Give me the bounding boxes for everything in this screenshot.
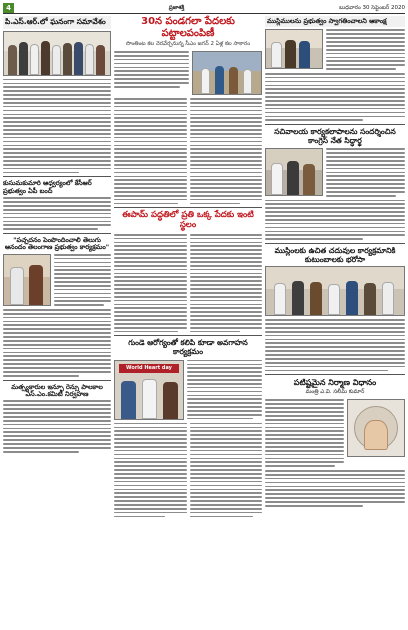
page-number: 4 xyxy=(3,3,14,13)
story2-right-headline: సచివాలయ కార్యకలాపాలను సందర్శించిన కాంగ్రెస్ నేత సిద్ధార్థ xyxy=(274,127,396,145)
story3-headline: "పచ్చదనం పెంపొందించాలి తెలుగు ఆనందం తెలంగాణ ప్రభుత్వం కార్యక్రమం" xyxy=(4,235,110,252)
story3-mid-body-c xyxy=(190,423,263,518)
story3-right-body xyxy=(265,319,405,371)
story4-right-byline: మంత్రి ఎ.వి. సలీమ్ కుమార్ xyxy=(305,389,365,396)
story4-right-headline: పటిష్టమైన నిర్మాణ విధానం xyxy=(293,378,377,388)
lead-subhead: సొంతింట కల నెరవేర్చనున్న సీఎం జగన్ 2 ఏళ్ల కల సాకారం xyxy=(125,41,250,47)
story3-right-photo xyxy=(265,266,405,316)
story2-body xyxy=(3,197,111,230)
story1-right-headline: ముస్లిములను ప్రభుత్వం స్వాగతించాలని ఆకాంక్ష xyxy=(265,16,405,27)
story3-mid-body-a xyxy=(187,360,262,420)
story2-mid-body-a xyxy=(114,234,187,333)
story4-right-body-b xyxy=(265,470,405,507)
story3-body-b xyxy=(3,309,111,377)
world-heart-day-banner: World Heart day xyxy=(119,364,179,373)
story3-body-a xyxy=(54,254,111,306)
issue-date: బుధవారం 30 సెప్టెంబర్ 2020 xyxy=(339,4,405,11)
story4-body xyxy=(3,400,111,452)
story2-headline: కుసుమకుమారి ఆధ్వర్యంలో కేసీఆర్ ప్రభుత్వం ఏపీ బంద్ xyxy=(3,179,92,195)
story4-headline: మత్స్యకారుల ఇన్సూ రెన్సు పాలకాల ఎస్.ఎం.కమిటీ నిర్వహణ xyxy=(11,382,103,398)
column-right xyxy=(265,16,405,507)
story3-right-headline: ముస్లింలకు ఉచిత చదువుల కార్యక్రమానికి కుటుంబాలకు భరోసా xyxy=(274,245,396,264)
story3-photo xyxy=(3,254,51,306)
lead-body-b xyxy=(114,98,187,204)
page-header xyxy=(3,2,405,14)
story1-headline: పి.ఎస్.ఆర్.లో ఘనంగా సమావేశం xyxy=(3,16,111,29)
lead-headline: 30న పండగలా పేదలకు పట్టాలపంపిణీ xyxy=(141,16,235,39)
story1-right-body-a xyxy=(326,29,405,69)
story2-right-body-b xyxy=(265,200,405,240)
story3-headline-mid: గుండె ఆరోగ్యంతో కలిపి కూడా అవగాహన కార్యక్రమం xyxy=(128,338,248,357)
story2-right-body-a xyxy=(326,148,405,196)
masthead: ప్రజాశక్తి xyxy=(168,4,185,11)
lead-body-c xyxy=(190,98,263,204)
lead-photo xyxy=(192,51,262,95)
story2-headline-mid: ఈపామ్ పద్ధతిలో ప్రతి ఒక్క పేదకు ఇంటి స్థలం xyxy=(122,210,254,231)
story3-mid-body-b xyxy=(114,423,187,518)
lead-body-a xyxy=(114,51,189,95)
story1-body xyxy=(3,79,111,174)
story1-right-body-b xyxy=(265,73,405,121)
story2-right-photo xyxy=(265,148,323,196)
story4-right-photo xyxy=(347,399,405,457)
world-heart-day-photo xyxy=(114,360,184,420)
column-middle xyxy=(114,16,262,517)
story1-photo xyxy=(3,31,111,76)
story2-mid-body-b xyxy=(190,234,263,333)
story4-right-body-a xyxy=(265,399,344,467)
story1-right-photo xyxy=(265,29,323,69)
column-left xyxy=(3,16,111,453)
